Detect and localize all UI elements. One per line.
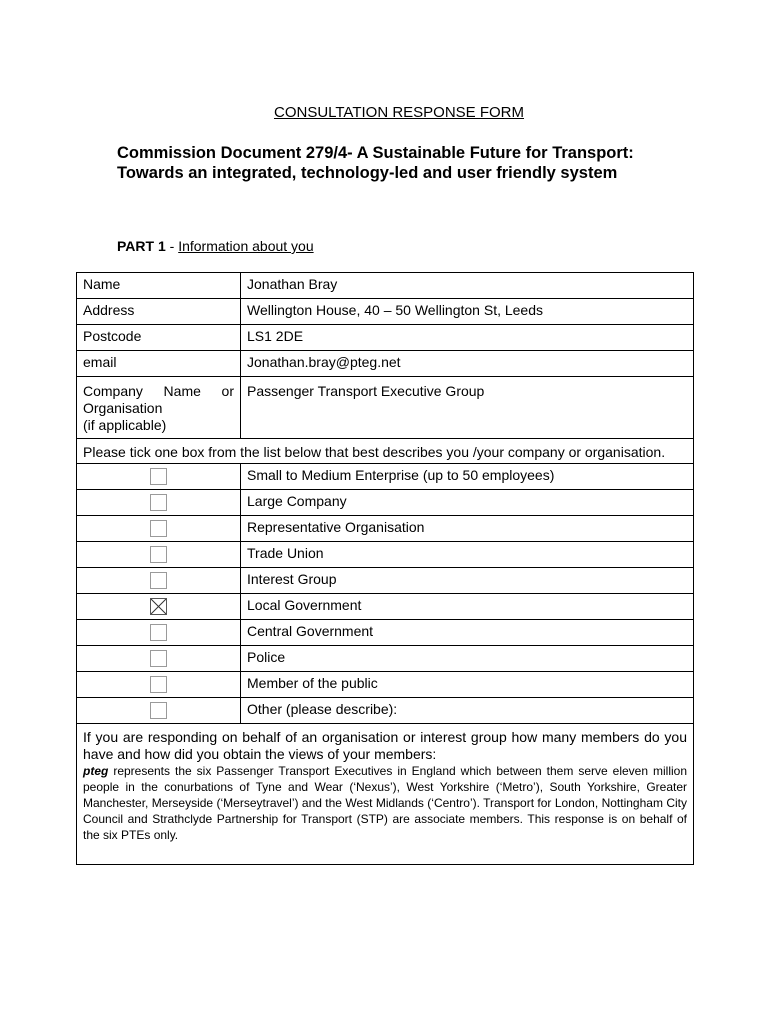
part-heading (117, 238, 314, 254)
name-label: Name (77, 273, 241, 299)
checkbox[interactable] (150, 650, 167, 667)
checkbox[interactable] (150, 520, 167, 537)
option-row (77, 672, 694, 698)
postcode-value[interactable]: LS1 2DE (241, 325, 694, 351)
checkbox[interactable] (150, 546, 167, 563)
option-checkbox-cell (77, 698, 241, 724)
part-label: PART 1 (117, 238, 166, 254)
address-value[interactable]: Wellington House, 40 – 50 Wellington St, Leeds (241, 299, 694, 325)
name-value[interactable]: Jonathan Bray (241, 273, 694, 299)
instruction-row (77, 439, 694, 464)
option-label: Small to Medium Enterprise (up to 50 employees) (241, 464, 694, 490)
option-row (77, 568, 694, 594)
company-row (77, 377, 694, 439)
option-row (77, 464, 694, 490)
option-checkbox-cell (77, 490, 241, 516)
option-label: Large Company (241, 490, 694, 516)
members-cell[interactable] (77, 724, 694, 865)
company-value[interactable]: Passenger Transport Executive Group (241, 377, 694, 439)
instruction-text: Please tick one box from the list below that best describes you /your company or organisation. (77, 439, 694, 464)
company-label-line2: Organisation (83, 400, 163, 416)
option-checkbox-cell (77, 542, 241, 568)
members-question: If you are responding on behalf of an organisation or interest group how many members do you have and how did you obtain the views of your members: (83, 729, 687, 762)
checkbox[interactable] (150, 676, 167, 693)
part-title: Information about you (178, 238, 314, 254)
name-row (77, 273, 694, 299)
option-row (77, 516, 694, 542)
document-subtitle: Commission Document 279/4- A Sustainable Future for Transport: Towards an integrated, technology-led and user friendly system (117, 144, 634, 182)
option-label: Police (241, 646, 694, 672)
checkbox-checked[interactable] (150, 598, 167, 615)
option-label: Local Government (241, 594, 694, 620)
option-checkbox-cell (77, 464, 241, 490)
company-label (77, 377, 241, 439)
option-row (77, 594, 694, 620)
option-checkbox-cell (77, 516, 241, 542)
members-answer (83, 763, 687, 843)
option-label: Other (please describe): (241, 698, 694, 724)
option-row (77, 490, 694, 516)
information-table (76, 272, 694, 865)
option-row (77, 542, 694, 568)
members-row (77, 724, 694, 865)
option-checkbox-cell (77, 594, 241, 620)
company-label-line3: (if applicable) (83, 417, 167, 433)
option-label: Central Government (241, 620, 694, 646)
option-label: Representative Organisation (241, 516, 694, 542)
option-label: Member of the public (241, 672, 694, 698)
part-separator: - (165, 238, 179, 254)
postcode-label: Postcode (77, 325, 241, 351)
option-checkbox-cell (77, 646, 241, 672)
option-checkbox-cell (77, 672, 241, 698)
postcode-row (77, 325, 694, 351)
option-checkbox-cell (77, 568, 241, 594)
form-title: CONSULTATION RESPONSE FORM (273, 104, 525, 121)
option-row (77, 620, 694, 646)
checkbox[interactable] (150, 468, 167, 485)
members-answer-text: represents the six Passenger Transport Executives in England which between them serve eleven million people in the conurbations of Tyne and Wear (‘Nexus’), West Yorkshire (‘Metro’), South Yorkshire, Greater Manchester, Merseyside (‘Merseytravel’) and the West Midlands (‘Centro’). Transport for London, Nottingham City Council and Strathclyde Partnership for Transport (STP) are associate members. This response is on behalf of the six PTEs only. (83, 764, 687, 842)
checkbox[interactable] (150, 494, 167, 511)
pteg-name: pteg (83, 764, 109, 778)
checkbox[interactable] (150, 702, 167, 719)
cross-check-icon (151, 599, 166, 614)
address-label: Address (77, 299, 241, 325)
checkbox[interactable] (150, 572, 167, 589)
email-value[interactable]: Jonathan.bray@pteg.net (241, 351, 694, 377)
email-row (77, 351, 694, 377)
option-row (77, 646, 694, 672)
option-row (77, 698, 694, 724)
email-label: email (77, 351, 241, 377)
company-label-line1: Company Name or (83, 383, 234, 399)
option-checkbox-cell (77, 620, 241, 646)
address-row (77, 299, 694, 325)
checkbox[interactable] (150, 624, 167, 641)
option-label: Interest Group (241, 568, 694, 594)
option-label: Trade Union (241, 542, 694, 568)
